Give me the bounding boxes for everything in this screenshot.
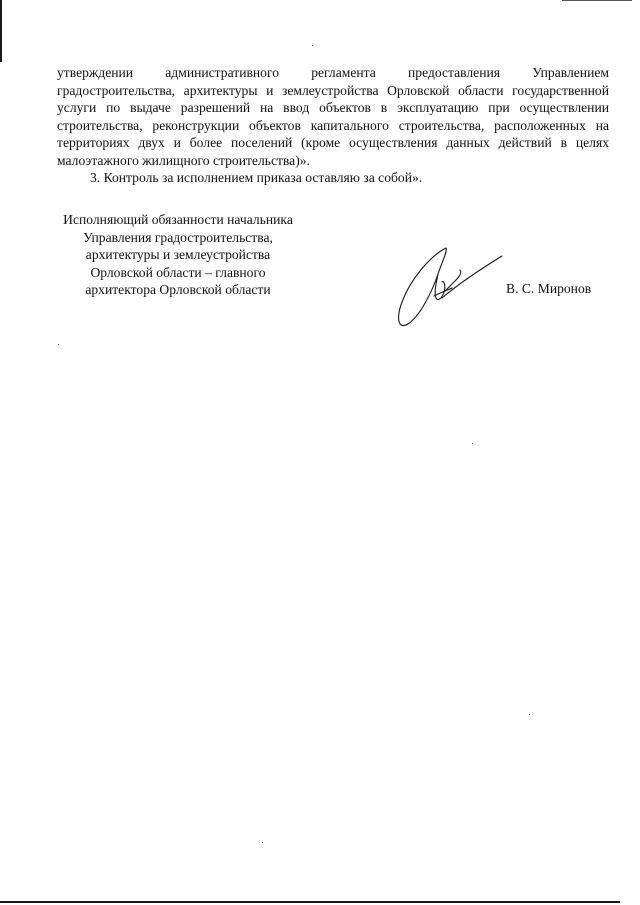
signer-name: В. С. Миронов — [506, 281, 592, 296]
position-line: Орловской области – главного — [90, 264, 266, 280]
scan-speck — [472, 443, 473, 444]
scan-speck — [312, 45, 313, 46]
scan-speck — [529, 714, 530, 715]
scan-edge-top — [562, 0, 632, 1]
position-line: архитектуры и землеустройства — [85, 247, 271, 263]
body-paragraph-control: 3. Контроль за исполнением приказа оставляю за собой». — [90, 170, 423, 185]
signatory-position — [50, 211, 306, 299]
position-line: Управления градостроительства, — [83, 229, 273, 245]
position-line: Исполняющий обязанности начальника — [63, 212, 293, 227]
scan-edge-left — [0, 0, 2, 62]
scan-speck — [262, 842, 263, 843]
position-line: архитектора Орловской области — [85, 282, 271, 298]
body-paragraph: утверждении административного регламента предоставления Управлением градостроительства, архитектуры и землеустройства Орловской области государственной услуги по выдаче разрешений на ввод объектов в эксплуатацию при осуществлении строительства, реконструкции объектов капитального строительства, расположенных на территориях двух и более поселений (кроме осуществления данных действий в целях малоэтажного жилищного строительства)». — [57, 65, 609, 168]
scan-edge-bottom — [0, 901, 620, 903]
scan-speck — [58, 344, 59, 345]
handwritten-signature — [386, 236, 516, 332]
document-body — [57, 64, 609, 187]
